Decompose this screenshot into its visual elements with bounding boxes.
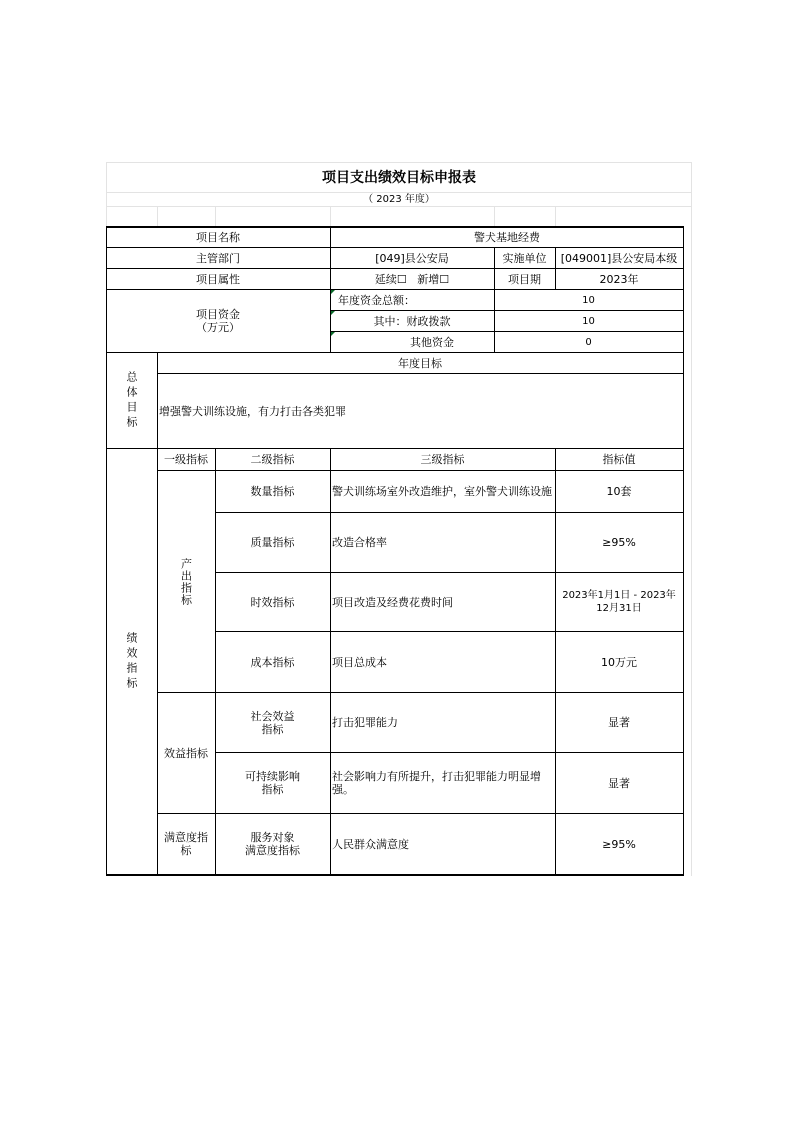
row-level2: 数量指标	[250, 485, 295, 498]
row-level2: 质量指标	[250, 536, 295, 549]
satisfaction-indicator-label: 满意度指 标	[164, 831, 208, 857]
row-level2: 服务对象 满意度指标	[245, 831, 300, 857]
header-level2: 二级指标	[250, 453, 295, 466]
row-level2: 成本指标	[250, 655, 295, 669]
row-value: ≥95%	[602, 837, 636, 851]
row-level3: 改造合格率	[332, 536, 387, 549]
fund-fiscal-label: 其中：财政拨款	[373, 314, 451, 328]
fund-total-label: 年度资金总额：	[338, 293, 415, 307]
overall-goal-label: 总体目标	[125, 370, 138, 431]
period-label: 项目期	[508, 272, 541, 286]
fund-other-label: 其他资金	[410, 335, 454, 349]
fund-other-value: 0	[585, 336, 592, 348]
header-level3: 三级指标	[420, 453, 465, 466]
row-level2: 可持续影响 指标	[245, 770, 300, 796]
row-level3: 人民群众满意度	[332, 837, 409, 851]
row-level2: 时效指标	[250, 595, 295, 609]
form-title: 项目支出绩效目标申报表	[322, 169, 476, 186]
attr-label: 项目属性	[196, 272, 240, 286]
fund-label: 项目资金 （万元）	[196, 308, 240, 334]
row-level2: 社会效益 指标	[250, 709, 295, 736]
row-value: ≥95%	[602, 536, 636, 549]
row-level3: 项目改造及经费花费时间	[332, 595, 453, 609]
row-value: 显著	[608, 716, 630, 729]
benefit-indicator-label: 效益指标	[164, 746, 208, 760]
row-level3: 警犬训练场室外改造维护，室外警犬训练设施	[332, 485, 552, 498]
header-value: 指标值	[602, 453, 636, 466]
impl-unit-label: 实施单位	[502, 251, 547, 265]
annual-goal-text: 增强警犬训练设施，有力打击各类犯罪	[159, 404, 346, 418]
impl-unit-value: [049001]县公安局本级	[560, 251, 678, 265]
indicators-label: 绩效指标	[125, 631, 138, 692]
output-indicator-label: 产出指标	[179, 557, 193, 606]
fund-fiscal-value: 10	[582, 315, 595, 327]
row-level3: 社会影响力有所提升，打击犯罪能力明显增强。	[332, 770, 541, 796]
row-level3: 打击犯罪能力	[332, 716, 398, 729]
dept-value: [049]县公安局	[375, 251, 449, 265]
period-value: 2023年	[599, 272, 639, 286]
project-name-label: 项目名称	[196, 231, 240, 244]
performance-form	[106, 162, 692, 876]
form-year: （ 2023 年度）	[363, 193, 435, 205]
project-name-value: 警犬基地经费	[474, 231, 540, 244]
annual-goal-header: 年度目标	[398, 356, 442, 370]
row-value: 10万元	[601, 655, 637, 669]
row-level3: 项目总成本	[332, 655, 387, 669]
row-value: 10套	[606, 485, 632, 498]
attr-value: 延续☐ 新增☐	[374, 272, 450, 286]
row-value: 2023年1月1日 - 2023年 12月31日	[562, 590, 676, 614]
fund-total-value: 10	[582, 294, 595, 306]
dept-label: 主管部门	[196, 251, 240, 265]
row-value: 显著	[608, 776, 630, 790]
header-level1: 一级指标	[164, 453, 208, 466]
